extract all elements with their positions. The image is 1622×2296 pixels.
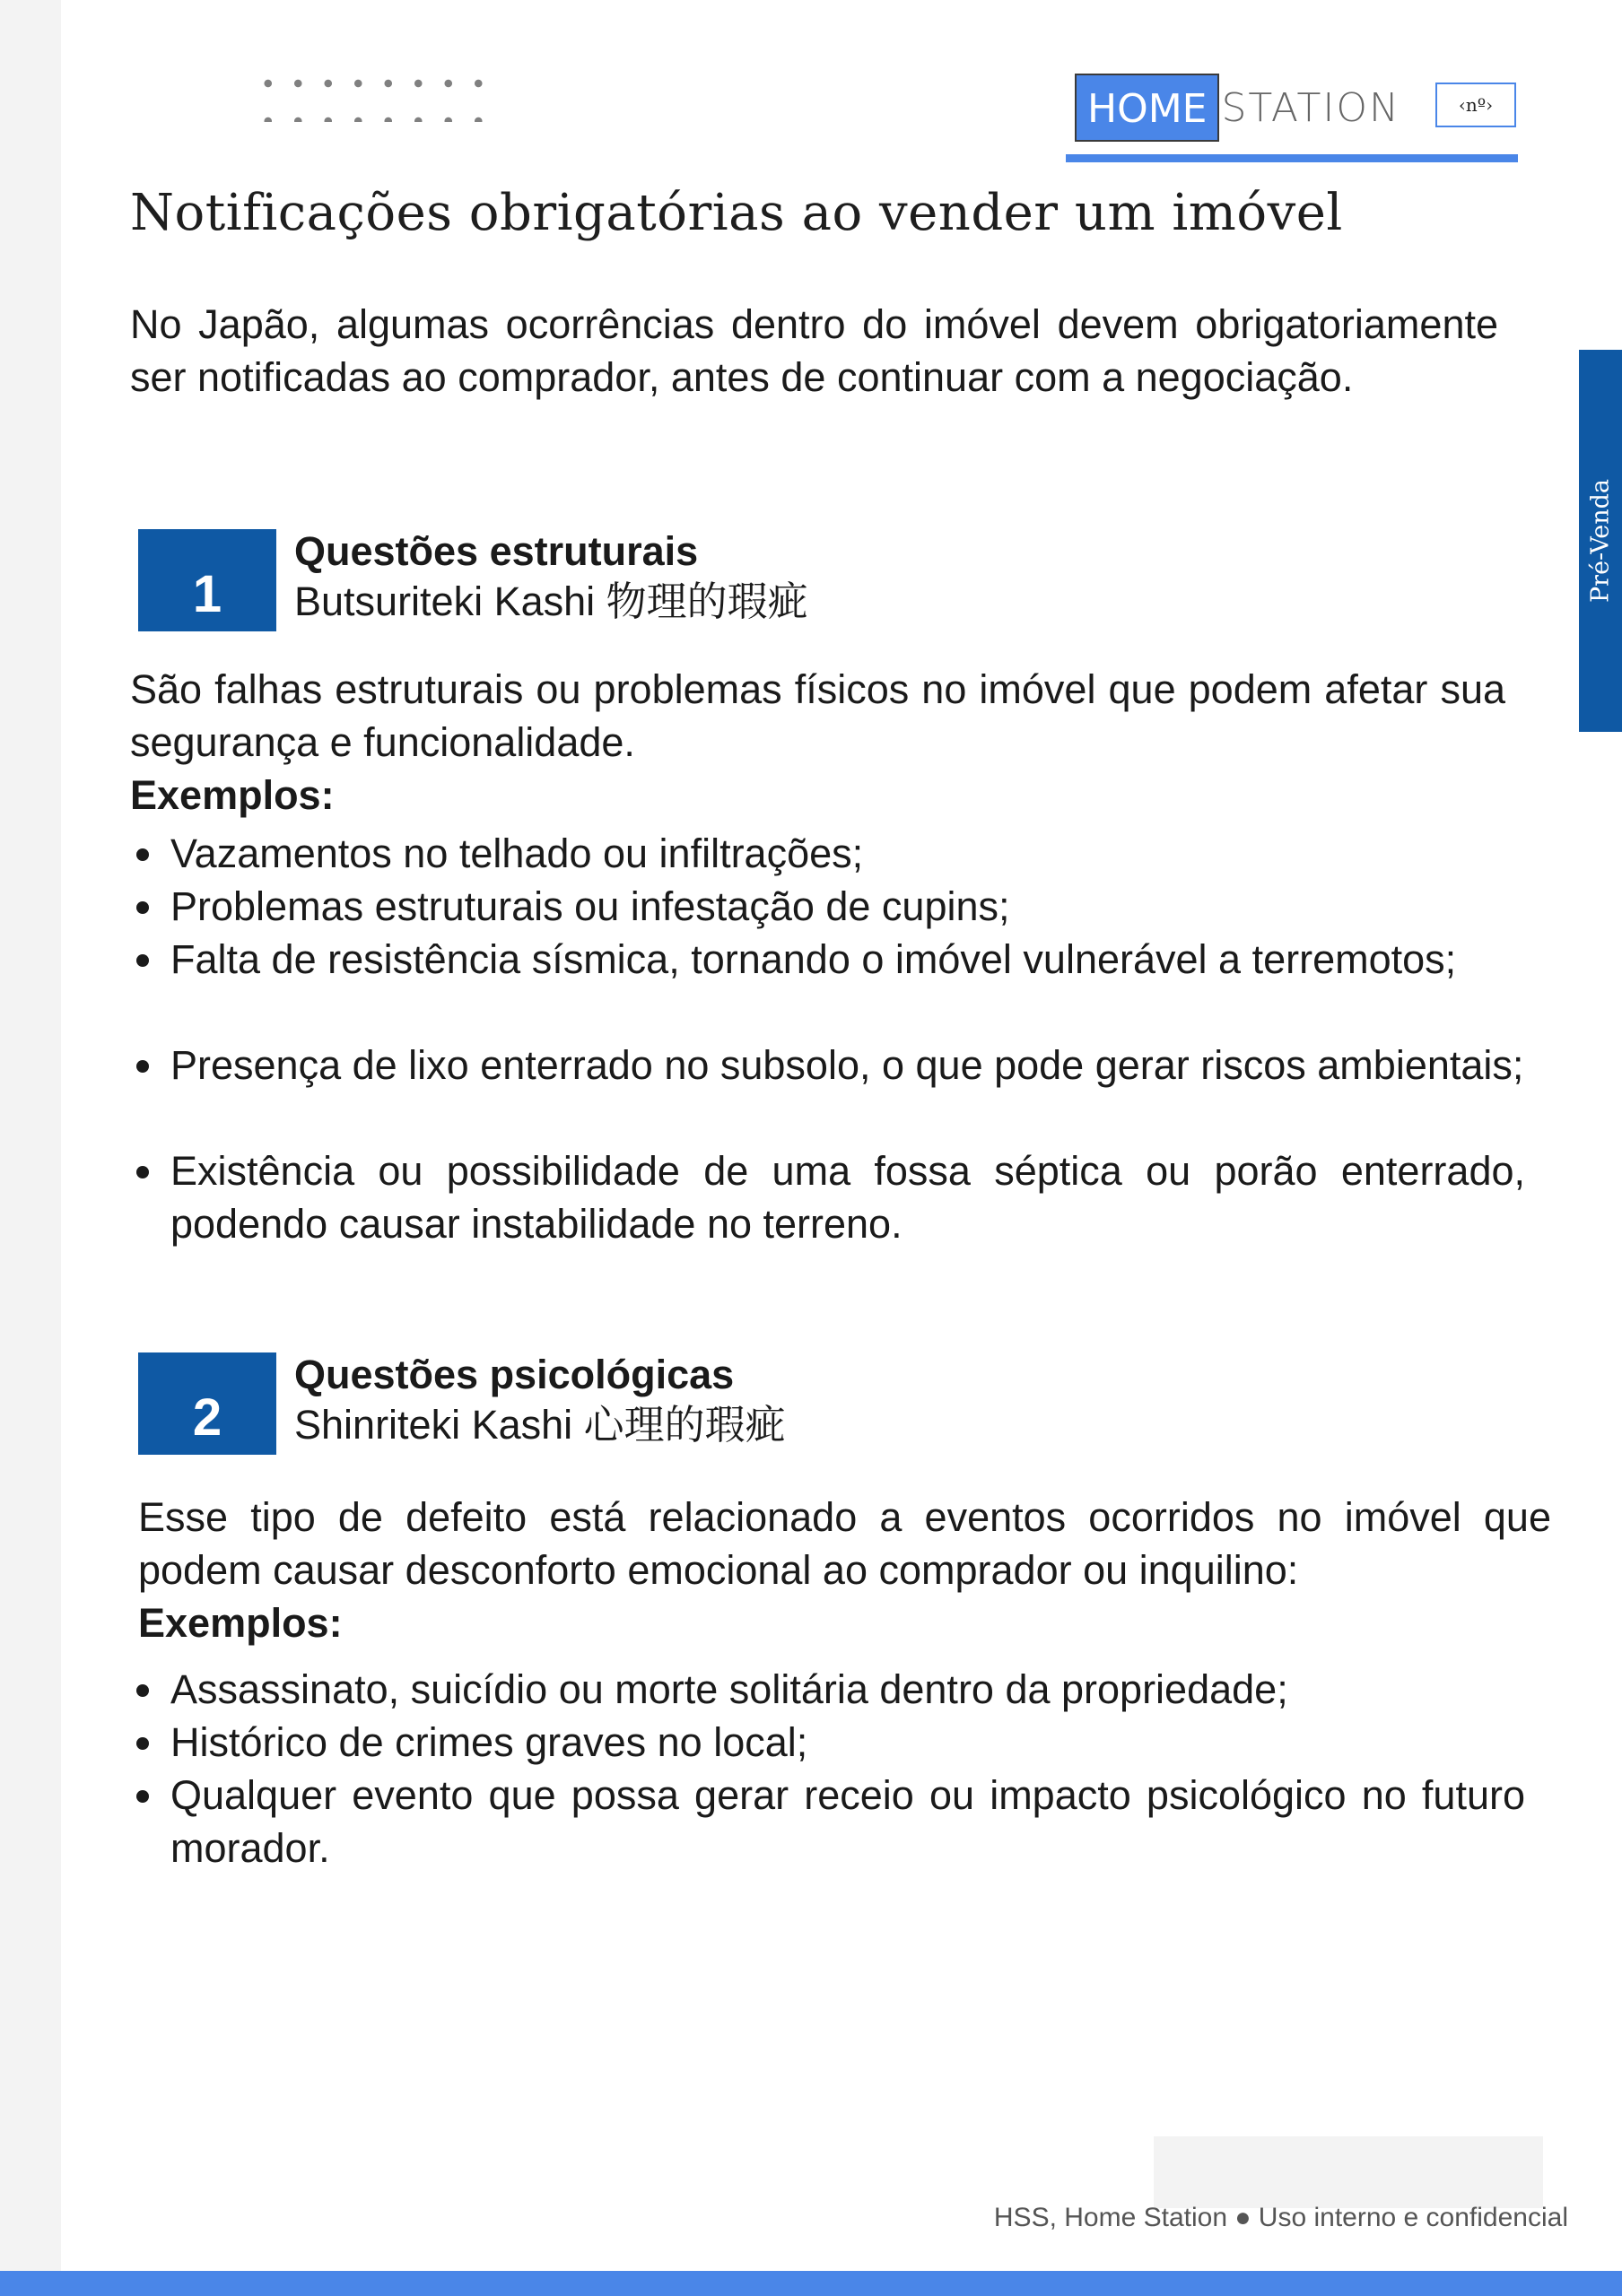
section-2-body [138, 1491, 1551, 1649]
list-item: Problemas estruturais ou infestação de cupins; [170, 880, 1525, 933]
intro-paragraph: No Japão, algumas ocorrências dentro do imóvel devem obrigatoriamente ser notificadas ao comprador, antes de continuar com a negociação. [130, 301, 1498, 400]
section-1-title: Questões estruturais [294, 528, 699, 574]
section-1-subtitle: Butsuriteki Kashi 物理的瑕疵 [294, 578, 808, 624]
section-2-title: Questões psicológicas [294, 1352, 735, 1397]
list-item: Existência ou possibilidade de uma fossa séptica ou porão enterrado, podendo causar instabilidade no terreno. [170, 1144, 1525, 1250]
side-tab-pre-venda [1579, 350, 1622, 732]
list-item: Assassinato, suicídio ou morte solitária dentro da propriedade; [170, 1663, 1525, 1716]
page-title: Notificações obrigatórias ao vender um imóvel [130, 184, 1343, 242]
list-item: Presença de lixo enterrado no subsolo, o que pode gerar riscos ambientais; [170, 1039, 1525, 1091]
list-item: Vazamentos no telhado ou infiltrações; [170, 827, 1525, 880]
list-item: Histórico de crimes graves no local; [170, 1716, 1525, 1769]
footer-confidential-note: HSS, Home Station ● Uso interno e confidencial [993, 2203, 1568, 2232]
section-1-description: São falhas estruturais ou problemas físicos no imóvel que podem afetar sua segurança e funcionalidade. [130, 666, 1505, 765]
left-margin-strip [0, 0, 61, 2296]
section-1-body [130, 663, 1505, 822]
section-2-heading [294, 1350, 786, 1450]
list-item: Falta de resistência sísmica, tornando o imóvel vulnerável a terremotos; [170, 933, 1525, 986]
section-2-subtitle: Shinriteki Kashi 心理的瑕疵 [294, 1402, 786, 1448]
side-tab-label: Pré-Venda [1586, 479, 1615, 603]
page-number: ‹nº› [1435, 83, 1516, 127]
decorative-dot-grid [253, 65, 495, 122]
section-1-heading [294, 526, 808, 627]
section-2-examples-label: Exemplos: [138, 1600, 343, 1646]
section-1-number: 1 [138, 529, 276, 631]
section-2-description: Esse tipo de defeito está relacionado a eventos ocorridos no imóvel que podem causar desconforto emocional ao comprador ou inquilino: [138, 1494, 1551, 1593]
list-item: Qualquer evento que possa gerar receio ou impacto psicológico no futuro morador. [170, 1769, 1525, 1874]
home-station-logo [1075, 72, 1400, 144]
footer-placeholder-box [1154, 2136, 1543, 2208]
bottom-accent-bar [0, 2271, 1622, 2296]
logo-station-text: STATION [1221, 84, 1400, 131]
section-1-examples-label: Exemplos: [130, 772, 335, 818]
logo-home-text: HOME [1075, 74, 1219, 142]
logo-underline [1066, 154, 1518, 162]
section-2-number: 2 [138, 1352, 276, 1455]
